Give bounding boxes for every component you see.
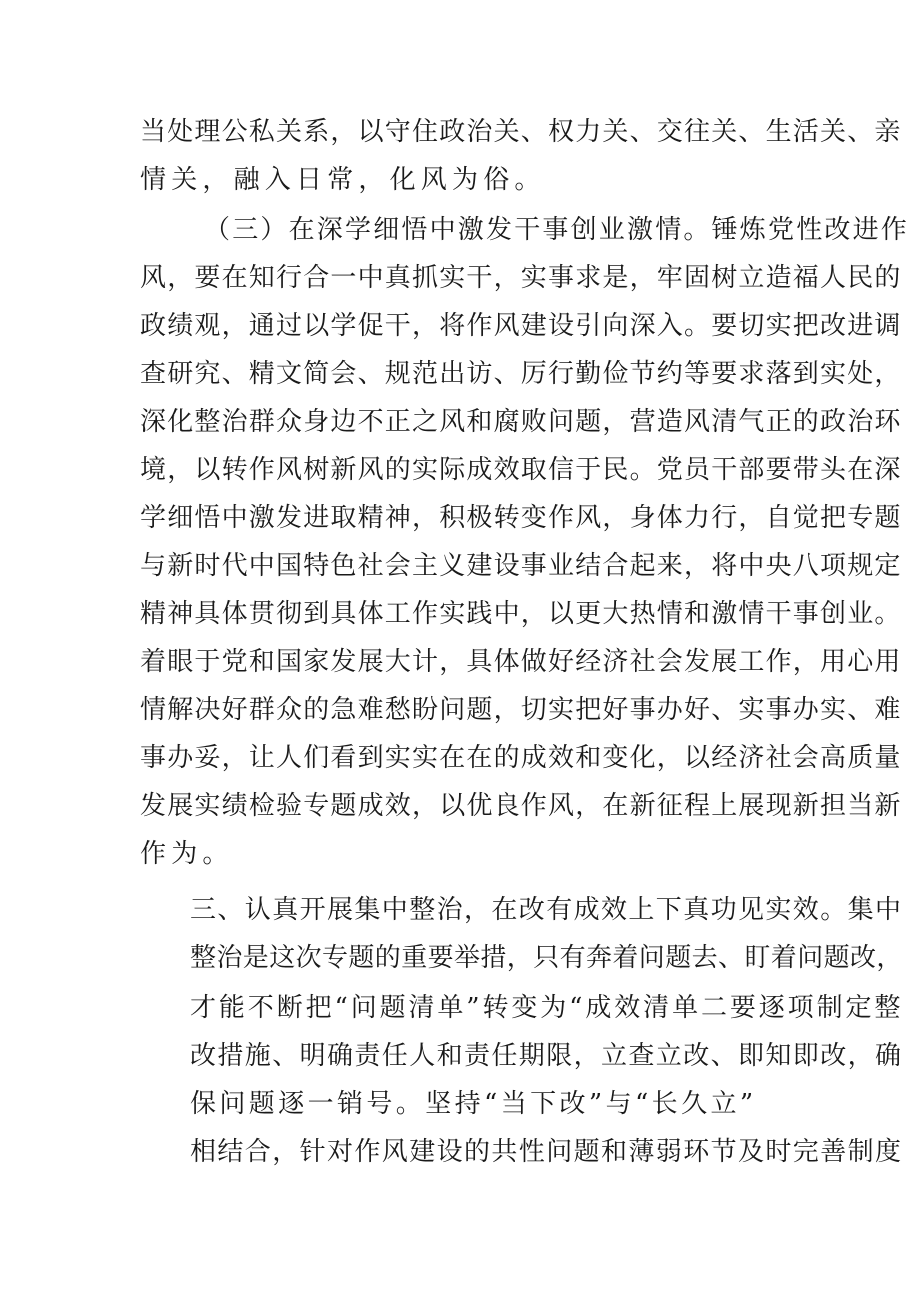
paragraph-2-line-3: 政绩观，通过以学促干，将作风建设引向深入。要切实把改进调	[140, 311, 902, 341]
paragraph-1-line-2: 情关，融入日常，化风为俗。	[140, 165, 546, 195]
paragraph-2-line-10: 着眼于党和国家发展大计，具体做好经济社会发展工作，用心用	[140, 647, 902, 677]
paragraph-2-line-12: 事办妥，让人们看到实实在在的成效和变化，以经济社会高质量	[140, 743, 902, 773]
paragraph-2-line-4: 查研究、精文简会、规范出访、厉行勤俭节约等要求落到实处，	[140, 359, 902, 389]
paragraph-1-line-1: 当处理公私关系，以守住政治关、权力关、交往关、生活关、亲	[140, 117, 902, 147]
paragraph-2-line-7: 学细悟中激发进取精神，积极转变作风，身体力行，自觉把专题	[140, 503, 902, 533]
paragraph-3-line-5: 保问题逐一销号。坚持“当下改”与“长久立”	[190, 1089, 757, 1119]
paragraph-2-line-5: 深化整治群众身边不正之风和腐败问题，营造风清气正的政治环	[140, 407, 902, 437]
paragraph-2-line-9: 精神具体贯彻到具体工作实践中，以更大热情和激情干事创业。	[140, 599, 902, 629]
paragraph-2-line-1: （三）在深学细悟中激发干事创业激情。锤炼党性改进作	[204, 215, 910, 245]
paragraph-3-line-2: 整治是这次专题的重要举措，只有奔着问题去、盯着问题改，	[190, 943, 903, 973]
paragraph-2-line-13: 发展实绩检验专题成效，以优良作风，在新征程上展现新担当新	[140, 791, 902, 821]
paragraph-2-line-14: 作为。	[140, 839, 234, 869]
paragraph-2-line-8: 与新时代中国特色社会主义建设事业结合起来，将中央八项规定	[140, 551, 902, 581]
paragraph-3-line-4: 改措施、明确责任人和责任期限，立查立改、即知即改，确	[190, 1041, 903, 1071]
paragraph-2-line-2: 风，要在知行合一中真抓实干，实事求是，牢固树立造福人民的	[140, 263, 902, 293]
paragraph-3-line-1: 三、认真开展集中整治，在改有成效上下真功见实效。集中	[190, 895, 903, 925]
paragraph-3-line-6: 相结合，针对作风建设的共性问题和薄弱环节及时完善制度	[190, 1137, 903, 1167]
paragraph-2-line-6: 境，以转作风树新风的实际成效取信于民。党员干部要带头在深	[140, 455, 902, 485]
paragraph-3-line-3: 才能不断把“问题清单”转变为“成效清单二要逐项制定整	[190, 993, 904, 1023]
paragraph-2-line-11: 情解决好群众的急难愁盼问题，切实把好事办好、实事办实、难	[140, 695, 902, 725]
